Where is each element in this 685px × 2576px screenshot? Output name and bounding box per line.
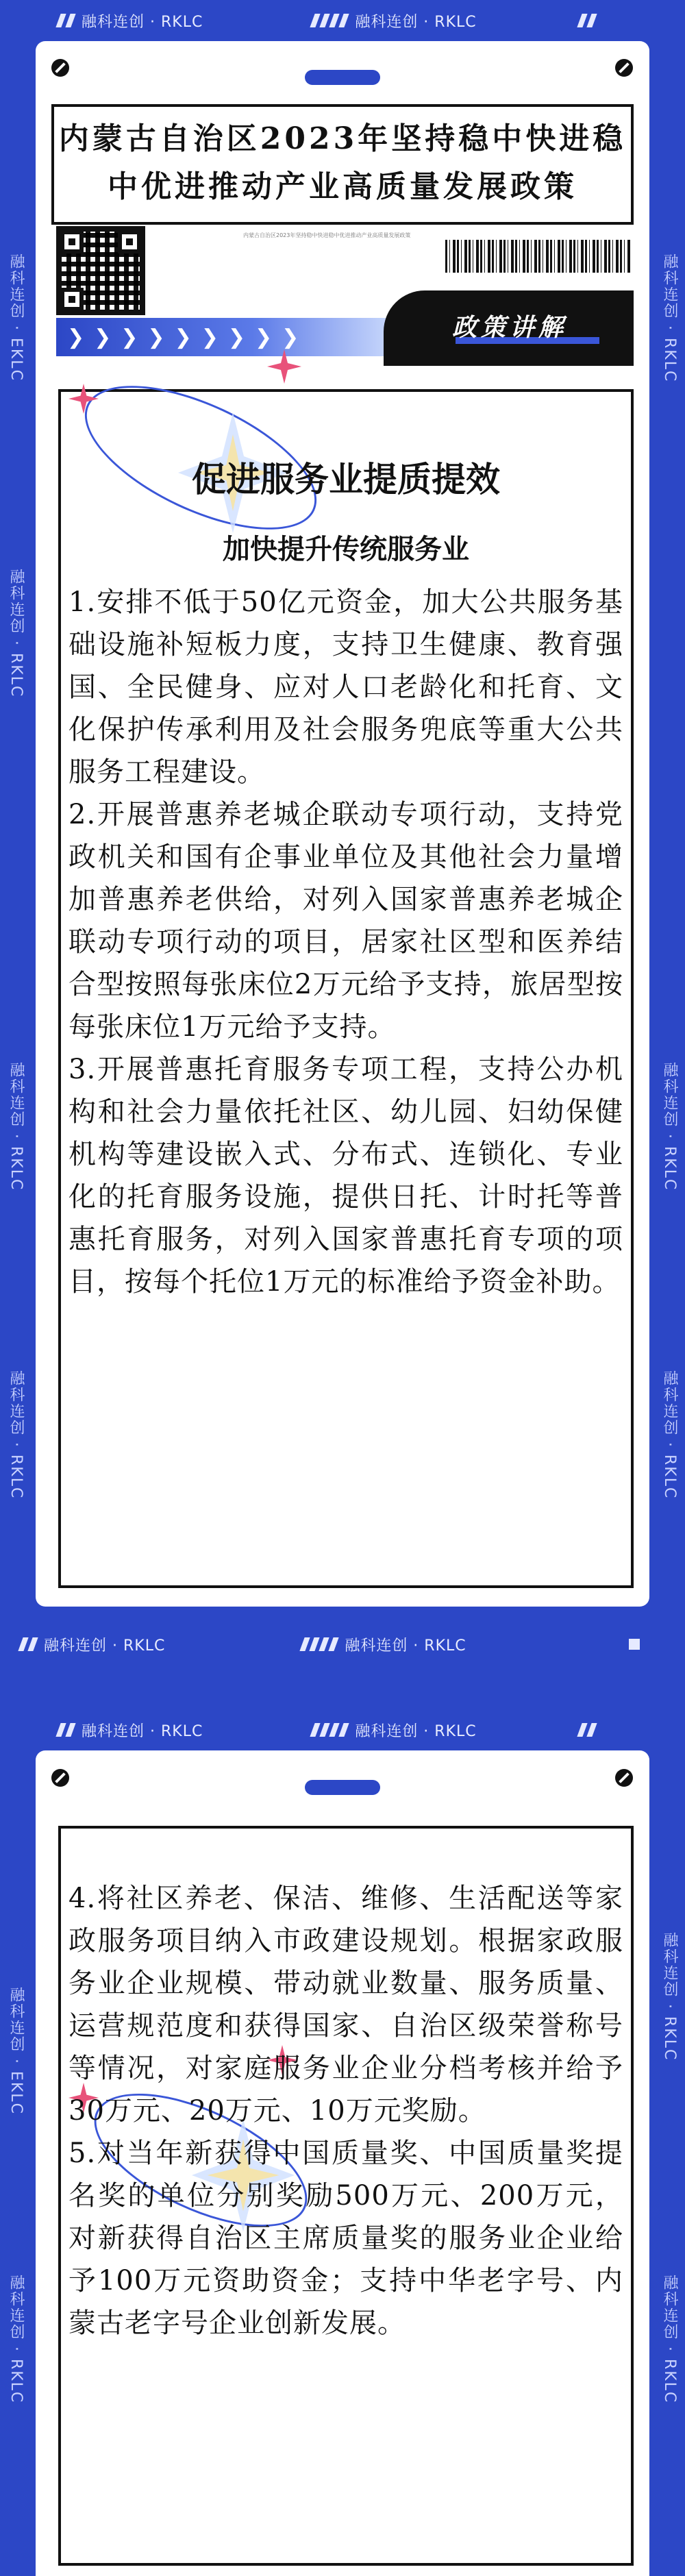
sparkle-icon <box>68 384 99 414</box>
stripe-decoration <box>21 1637 36 1651</box>
chevron-icon: ❯ <box>94 325 112 349</box>
title-line-1: 内蒙古自治区2023年坚持稳中快进稳 <box>58 121 627 156</box>
side-brand-label: 融科连创 · RKLC <box>8 569 25 698</box>
side-brand-label: 融科连创 · RKLC <box>8 1062 25 1191</box>
barcode-icon <box>445 240 630 273</box>
stripe-decoration <box>58 14 73 27</box>
brand-label: 融科连创 · RKLC <box>82 13 203 31</box>
chevron-icon: ❯ <box>227 325 245 349</box>
brand-label: 融科连创 · RKLC <box>44 1637 166 1655</box>
chevron-icon: ❯ <box>121 325 138 349</box>
side-brand-label: 融科连创 · EKLC <box>8 253 25 382</box>
stripe-decoration <box>302 1637 336 1651</box>
title-box <box>51 104 634 225</box>
square-decoration <box>629 1639 640 1650</box>
card-tab <box>305 1780 380 1795</box>
top-strip <box>0 1716 685 1744</box>
section-heading: 促进服务业提质提效 <box>192 460 500 499</box>
punch-hole-icon <box>51 1769 69 1787</box>
policy-paragraph: 4.将社区养老、保洁、维修、生活配送等家政服务项目纳入市政建设规划。根据家政服务业企业规模、带动就业数量、服务质量、运营规范度和获得国家、自治区级荣誉称号等情况，对家庭服务业企业分档考核并给予30万元、20万元、10万元奖励。 <box>68 1883 623 2127</box>
policy-tag: 政策讲解 <box>452 313 568 342</box>
chevron-icon: ❯ <box>282 325 299 349</box>
chevron-icon: ❯ <box>174 325 192 349</box>
brand-label: 融科连创 · RKLC <box>345 1637 466 1655</box>
separator-strip <box>0 1631 685 1658</box>
section-subheading: 加快提升传统服务业 <box>223 534 469 565</box>
brand-label: 融科连创 · RKLC <box>355 1722 477 1740</box>
side-brand-label: 融科连创 · EKLC <box>8 1987 25 2115</box>
policy-paragraph: 2.开展普惠养老城企联动专项行动，支持党政机关和国有企事业单位及其他社会力量增加普惠养老供给，对列入国家普惠养老城企联动专项行动的项目，居家社区型和医养结合型按照每张床位2万元给予支持，旅居型按每张床位1万元给予支持。 <box>68 799 623 1043</box>
policy-paragraph: 3.开展普惠托育服务专项工程，支持公办机构和社会力量依托社区、幼儿园、妇幼保健机构等建设嵌入式、分布式、连锁化、专业化的托育服务设施，提供日托、计时托等普惠托育服务，对列入国家普惠托育专项的项目，按每个托位1万元的标准给予资金补助。 <box>68 1054 623 1298</box>
punch-hole-icon <box>615 59 633 77</box>
stripe-decoration <box>312 1723 347 1737</box>
side-brand-label: 融科连创 · RKLC <box>661 1370 678 1500</box>
chevron-icon: ❯ <box>254 325 273 349</box>
stripe-decoration <box>580 14 595 27</box>
side-brand-label: 融科连创 · RKLC <box>661 1932 678 2061</box>
punch-hole-icon <box>51 59 69 77</box>
punch-hole-icon <box>615 1769 633 1787</box>
side-brand-label: 融科连创 · RKLC <box>661 1062 678 1191</box>
policy-body-1 <box>68 581 623 1303</box>
top-strip <box>0 7 685 34</box>
chevron-icon: ❯ <box>67 325 85 349</box>
side-brand-label: 融科连创 · RKLC <box>661 253 678 383</box>
card-tab <box>305 70 380 85</box>
stripe-decoration <box>580 1723 595 1737</box>
stripe-decoration <box>58 1723 73 1737</box>
qr-code-icon <box>56 226 145 315</box>
brand-label: 融科连创 · RKLC <box>82 1722 203 1740</box>
side-brand-label: 融科连创 · RKLC <box>661 2275 678 2404</box>
arrow-band <box>56 318 412 356</box>
title-line-2: 中优进推动产业高质量发展政策 <box>108 169 577 204</box>
brand-label: 融科连创 · RKLC <box>355 13 477 31</box>
chevron-icon: ❯ <box>201 325 219 349</box>
stripe-decoration <box>312 14 347 27</box>
chevron-icon: ❯ <box>147 325 165 349</box>
policy-paragraph: 1.安排不低于50亿元资金，加大公共服务基础设施补短板力度，支持卫生健康、教育强国、全民健身、应对人口老龄化和托育、文化保护传承利用及社会服务兜底等重大公共服务工程建设。 <box>68 586 623 788</box>
policy-paragraph: 5.对当年新获得中国质量奖、中国质量奖提名奖的单位分别奖励500万元、200万元，对新获得自治区主席质量奖的服务业企业给予100万元资助资金；支持中华老字号、内蒙古老字号企业创新发展。 <box>68 2138 623 2339</box>
sparkle-icon <box>267 349 301 384</box>
side-brand-label: 融科连创 · RKLC <box>8 1370 25 1500</box>
policy-title <box>54 107 631 211</box>
policy-body-2 <box>68 1877 623 2344</box>
fine-print: 内蒙古自治区2023年坚持稳中快进稳中优进推动产业高质量发展政策 <box>243 232 411 238</box>
side-brand-label: 融科连创 · RKLC <box>8 2275 25 2404</box>
